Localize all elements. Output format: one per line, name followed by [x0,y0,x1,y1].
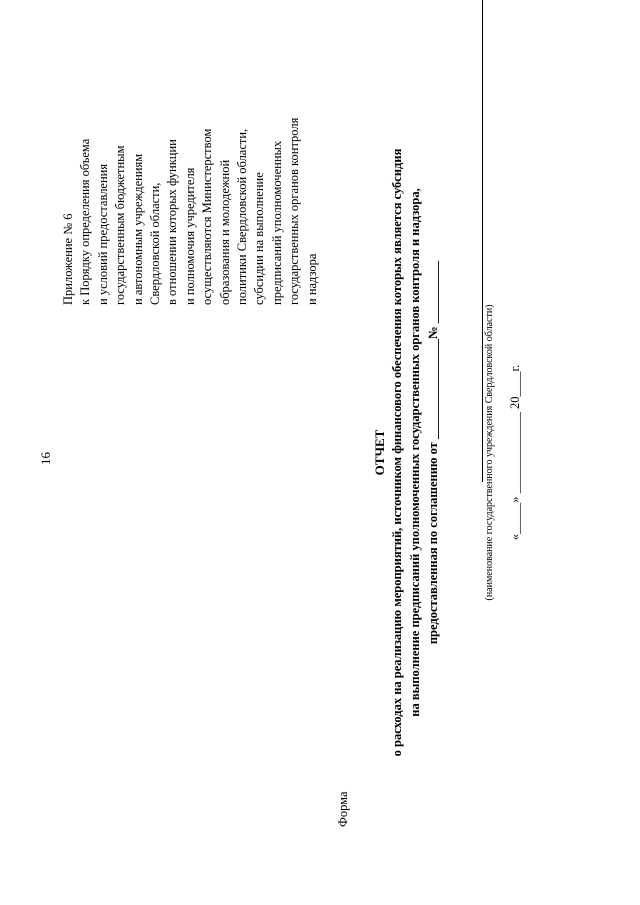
appendix-line: субсидии на выполнение [252,172,267,305]
appendix-line: и условий предоставления [95,163,110,305]
appendix-header [60,45,321,305]
appendix-line: и автономным учреждениям [130,153,145,305]
report-title: ОТЧЕТ [372,429,387,476]
appendix-line: и полномочия учредителя [182,167,197,305]
appendix-line: государственных органов контроля [287,117,302,305]
form-label: Форма [336,791,350,827]
report-agreement-line: предоставленная по соглашению от ________________№ __________ [426,260,440,645]
appendix-line: Приложение № 6 [61,213,75,305]
appendix-line: осуществляются Министерством [200,128,215,305]
appendix-line: политики Свердловской области, [235,128,250,305]
institution-name-field [482,0,483,482]
appendix-line: в отношении которых функции [165,139,180,305]
report-subtitle-line: на выполнение предписаний уполномоченных государственных органов контроля и надзора, [408,188,422,717]
report-subtitle-line: о расходах на реализацию мероприятий, источником финансового обеспечения которых является субсидия [390,148,404,757]
appendix-line: Свердловской области, [148,182,163,305]
report-date-field: «_____» _____________ 20____г. [508,364,522,541]
page-number: 16 [38,452,53,465]
appendix-line: образования и молодежной [217,159,232,305]
appendix-line: предписаний уполномоченных [269,140,284,305]
appendix-line: к Порядку определения объема [78,138,93,305]
appendix-line: государственным бюджетным [113,145,128,305]
appendix-line: и надзора [304,253,319,305]
institution-caption: (наименование государственного учреждения Свердловской области) [484,304,495,601]
